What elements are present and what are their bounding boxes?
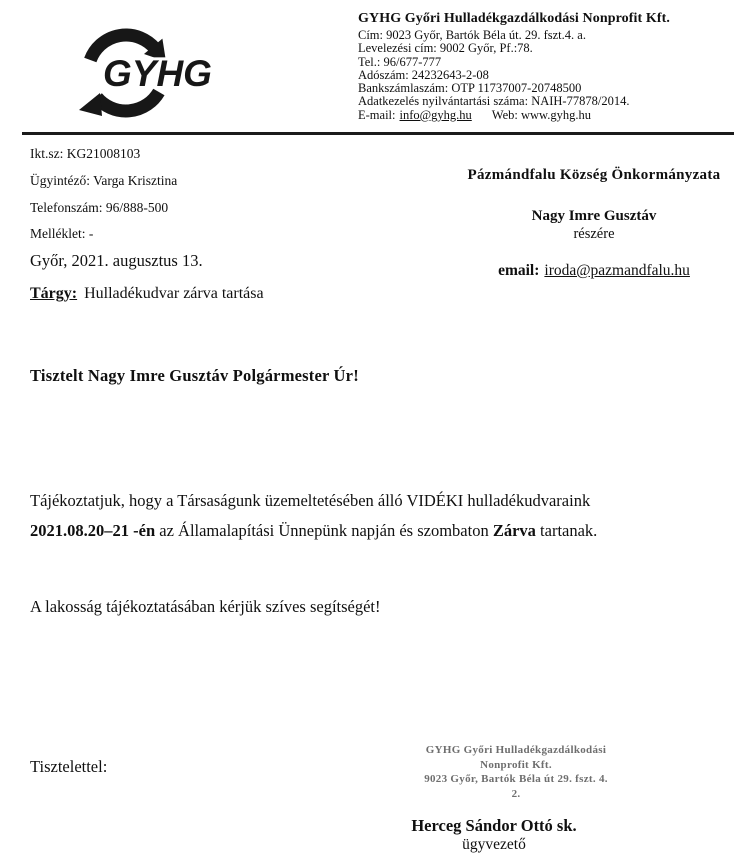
clerk-phone: Telefonszám: 96/888-500 xyxy=(30,200,169,215)
signer-title: ügyvezető xyxy=(462,836,526,853)
salutation: Tisztelt Nagy Imre Gusztáv Polgármester Úr! xyxy=(30,366,359,385)
paragraph1-end: tartanak. xyxy=(535,521,598,540)
arrowhead-bottom-icon xyxy=(79,93,102,116)
subject-line xyxy=(30,285,264,303)
recipient-email-label: email: xyxy=(498,262,540,279)
subject-label: Tárgy: xyxy=(30,285,78,302)
company-name: GYHG Győri Hulladékgazdálkodási Nonprofit Kft. xyxy=(358,11,670,26)
clerk-name: Ügyintéző: Varga Krisztina xyxy=(30,173,178,188)
company-privacy-registration: Adatkezelés nyilvántartási száma: NAIH-77878/2014. xyxy=(358,94,630,109)
stamp-line-1: GYHG Győri Hulladékgazdálkodási xyxy=(425,744,607,756)
reference-number: Ikt.sz: KG21008103 xyxy=(30,146,141,161)
body-paragraph-1 xyxy=(30,486,720,546)
company-contact-line xyxy=(358,109,738,122)
closure-dates: 2021.08.20–21 -én xyxy=(30,521,156,540)
letterhead xyxy=(358,10,738,122)
gyhg-logo xyxy=(78,26,218,120)
stamp-line-3: 9023 Győr, Bartók Béla út 29. fszt. 4. xyxy=(424,773,608,785)
closed-word: Zárva xyxy=(492,521,536,540)
signer-name: Herceg Sándor Ottó sk. xyxy=(411,816,577,835)
company-email-link: info@gyhg.hu xyxy=(399,107,472,122)
recipient-email-line xyxy=(444,262,743,280)
subject-text: Hulladékudvar zárva tartása xyxy=(84,285,264,302)
recipient-attention: részére xyxy=(573,226,615,242)
date-line: Győr, 2021. augusztus 13. xyxy=(30,251,203,270)
company-bank-account: Bankszámlaszám: OTP 11737007-20748500 xyxy=(358,81,582,96)
company-tax-number: Adószám: 24232643-2-08 xyxy=(358,67,489,82)
logo-text: GYHG xyxy=(103,53,212,94)
body-paragraph-2: A lakosság tájékoztatásában kérjük szíves segítségét! xyxy=(30,597,381,616)
recipient-name: Nagy Imre Gusztáv xyxy=(531,208,657,224)
company-phone: Tel.: 96/677-777 xyxy=(358,54,442,69)
paragraph1-middle: az Államalapítási Ünnepünk napján és szombaton xyxy=(155,521,493,540)
company-web: Web: www.gyhg.hu xyxy=(491,107,591,122)
company-mailing-address: Levelezési cím: 9002 Győr, Pf.:78. xyxy=(358,41,533,56)
recipient-email-link: iroda@pazmandfalu.hu xyxy=(544,262,690,279)
attachment-note: Melléklet: - xyxy=(30,226,94,241)
recycle-arrows-icon xyxy=(78,26,218,120)
email-label: E-mail: xyxy=(358,107,396,122)
paragraph1-line1: Tájékoztatjuk, hogy a Társaságunk üzemeltetésében álló VIDÉKI hulladékudvaraink xyxy=(30,491,591,510)
closing-salutation: Tisztelettel: xyxy=(30,757,108,776)
stamp-line-4: 2. xyxy=(511,787,521,800)
company-address: Cím: 9023 Győr, Bartók Béla út. 29. fszt.4. a. xyxy=(358,28,586,42)
recipient-organization: Pázmándfalu Község Önkormányzata xyxy=(467,167,721,183)
company-stamp xyxy=(386,743,646,801)
header-divider xyxy=(22,132,734,135)
stamp-line-2: Nonprofit Kft. xyxy=(480,758,552,771)
